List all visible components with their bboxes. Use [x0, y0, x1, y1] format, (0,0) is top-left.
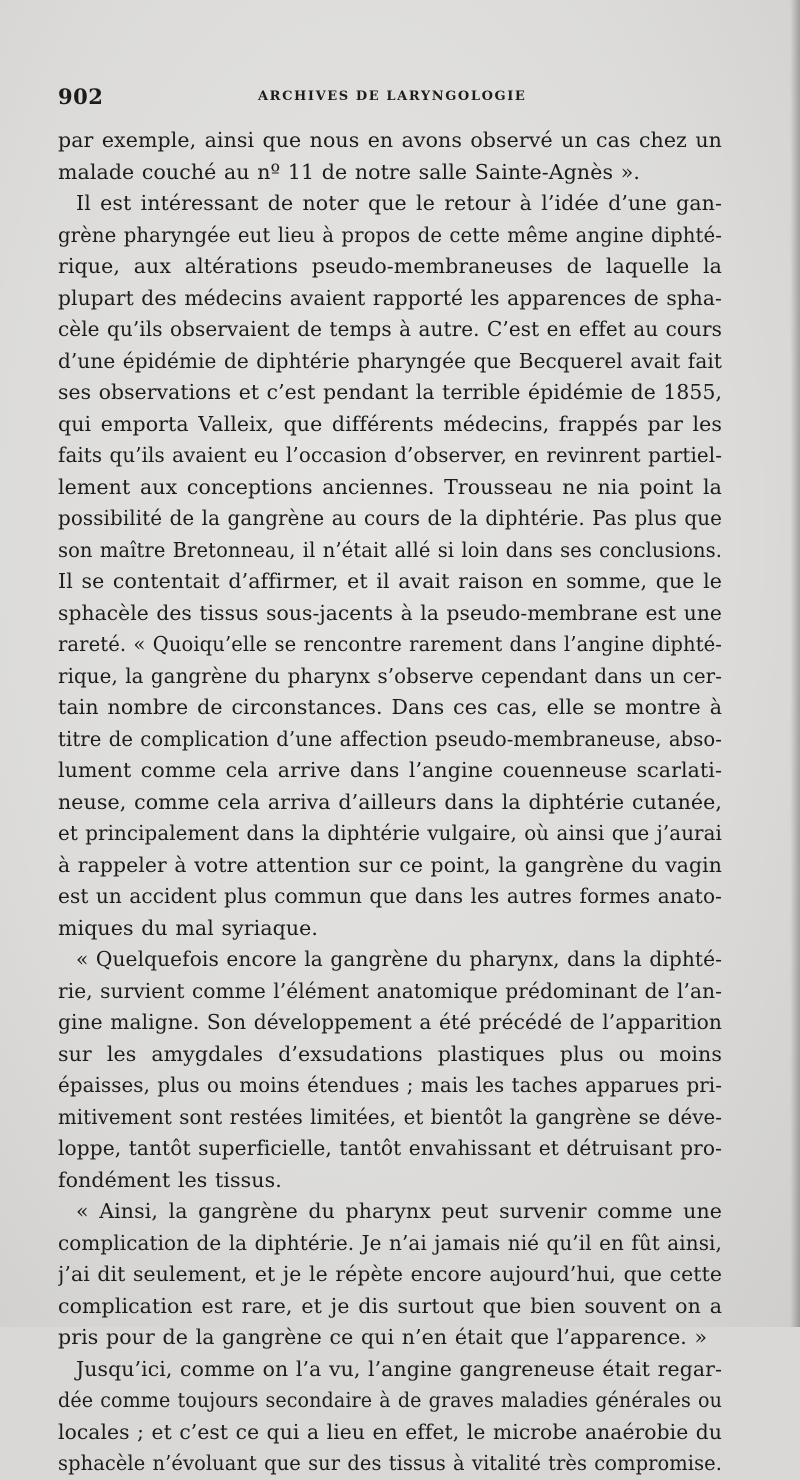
text-line: par exemple, ainsi que nous en avons observé un cas chez un — [58, 128, 722, 152]
text-line: à rappeler à votre attention sur ce point, la gangrène du vagin — [58, 852, 722, 877]
text-line: tain nombre de circonstances. Dans ces cas, elle se montre à — [58, 695, 722, 719]
text-line: mitivement sont restées limitées, et bientôt la gangrène se déve- — [58, 1104, 722, 1129]
text-line: complication est rare, et je dis surtout que bien souvent on a — [58, 1293, 722, 1318]
text-line: Il se contentait d’affirmer, et il avait raison en somme, que le — [58, 569, 722, 593]
body-text — [58, 125, 722, 1480]
text-line: rie, survient comme l’élément anatomique prédominant de l’an- — [58, 978, 722, 1003]
text-line: complication de la diphtérie. Je n’ai jamais nié qu’il en fût ainsi, — [58, 1230, 722, 1255]
text-line: lement aux conceptions anciennes. Trousseau ne nia point la — [58, 474, 722, 499]
page-edge-shadow — [790, 0, 800, 1327]
text-line: et principalement dans la diphtérie vulgaire, où ainsi que j’aurai — [58, 821, 722, 845]
text-line: sphacèle des tissus sous-jacents à la pseudo-membrane est une — [58, 600, 722, 625]
running-title: ARCHIVES DE LARYNGOLOGIE — [258, 89, 527, 104]
text-line: j’ai dit seulement, et je le répète encore aujourd’hui, que cette — [58, 1262, 722, 1286]
text-line: faits qu’ils avaient eu l’occasion d’observer, en revinrent partiel- — [58, 443, 722, 467]
text-line: locales ; et c’est ce qui a lieu en effet, le microbe anaérobie du — [58, 1419, 722, 1444]
text-line: rareté. « Quoiqu’elle se rencontre rarement dans l’angine diphté- — [58, 632, 722, 656]
text-line: possibilité de la gangrène au cours de la diphtérie. Pas plus que — [58, 506, 722, 530]
text-line: neuse, comme cela arriva d’ailleurs dans la diphtérie cutanée, — [58, 789, 722, 814]
text-line: malade couché au nº 11 de notre salle Sainte-Agnès ». — [58, 159, 640, 184]
text-line: pris pour de la gangrène ce qui n’en était que l’apparence. » — [58, 1325, 708, 1349]
text-line: Jusqu’ici, comme on l’a vu, l’angine gangreneuse était regar- — [76, 1356, 722, 1381]
page-header — [58, 84, 718, 110]
text-line: qui emporta Valleix, que différents médecins, frappés par les — [58, 411, 722, 436]
text-line: fondément les tissus. — [58, 1167, 282, 1192]
text-line: « Quelquefois encore la gangrène du pharynx, dans la diphté- — [76, 947, 722, 971]
text-line: sur les amygdales d’exsudations plastiques plus ou moins — [58, 1041, 722, 1066]
text-line: loppe, tantôt superficielle, tantôt envahissant et détruisant pro- — [58, 1136, 722, 1160]
text-line: plupart des médecins avaient rapporté les apparences de spha- — [58, 285, 722, 310]
text-line: grène pharyngée eut lieu à propos de cette même angine diphté- — [58, 222, 722, 247]
text-line: Il est intéressant de noter que le retour à l’idée d’une gan- — [76, 191, 722, 215]
text-line: titre de complication d’une affection pseudo-membraneuse, abso- — [58, 726, 722, 751]
text-line: d’une épidémie de diphtérie pharyngée que Becquerel avait fait — [58, 348, 722, 373]
text-line: sphacèle n’évoluant que sur des tissus à vitalité très compromise. — [58, 1451, 722, 1475]
text-line: gine maligne. Son développement a été précédé de l’apparition — [58, 1010, 722, 1034]
text-line: cèle qu’ils observaient de temps à autre. C’est en effet au cours — [58, 317, 722, 341]
text-line: est un accident plus commun que dans les autres formes anato- — [58, 884, 722, 908]
text-line: « Ainsi, la gangrène du pharynx peut survenir comme une — [76, 1199, 722, 1223]
text-line: lument comme cela arrive dans l’angine couenneuse scarlati- — [58, 758, 722, 782]
text-line: son maître Bretonneau, il n’était allé si loin dans ses conclusions. — [58, 537, 722, 562]
page-number: 902 — [58, 84, 104, 109]
text-line: ses observations et c’est pendant la terrible épidémie de 1855, — [58, 380, 722, 404]
text-line: miques du mal syriaque. — [58, 915, 319, 940]
text-line: dée comme toujours secondaire à de graves maladies générales ou — [58, 1388, 722, 1412]
text-line: rique, la gangrène du pharynx s’observe cependant dans un cer- — [58, 663, 722, 688]
text-line: rique, aux altérations pseudo-membraneuses de laquelle la — [58, 254, 722, 278]
text-line: épaisses, plus ou moins étendues ; mais les taches apparues pri- — [58, 1073, 722, 1097]
